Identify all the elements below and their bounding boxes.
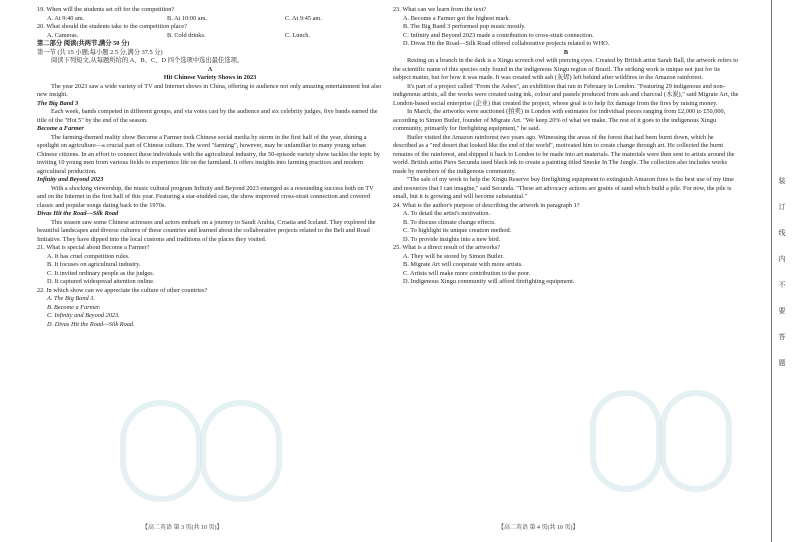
part-two-heading: 第二部分 阅读(共两节,满分 50 分)	[37, 40, 130, 47]
section-one-heading: 第一节 (共 15 小题;每小题 2.5 分,满分 37.5 分)	[37, 48, 163, 56]
section-divas-title: Divas Hit the Road—Silk Road	[37, 210, 119, 217]
passage-b-letter: B	[563, 48, 569, 56]
section-farmer-title: Become a Farmer	[37, 125, 84, 132]
q21-option-c: C. It invited ordinary people as the judges.	[47, 269, 155, 277]
watermark-right-2	[660, 390, 732, 492]
q24-option-d: D. To provide insights into a new bird.	[403, 235, 501, 243]
q22-option-b: B. Become a Farmer.	[47, 303, 101, 311]
q19-option-c: C. At 9:45 am.	[285, 14, 322, 22]
q23-option-b: B. The Big Band 3 performed pop music mostly.	[403, 23, 526, 30]
q21-option-a: A. It has cruel competition rules.	[47, 252, 130, 260]
q25-option-d: D. Indigenous Xingu community will afford firefighting equipment.	[403, 278, 575, 285]
section-divas-body: This season saw some Chinese actresses and actors embark on a journey to Saudi Arabia, Croatia and Iceland. They explored the beautiful landscapes and diverse cultures of these countries and learned about the collaborative projects related to the Belt and Road Initiative. They have dipped into the local customs and traditions of the places they visited.	[37, 218, 376, 243]
q24-stem: 24. What is the author's purpose of describing the artwork in paragraph 1?	[393, 201, 580, 209]
q21-option-d: D. It captured widespread attention online.	[47, 278, 155, 285]
binding-char: 线	[778, 229, 786, 237]
passage-b-para-1: Resting on a branch in the dark is a Xingu screech owl with piercing eyes. Created by British artist Sarah Ball, the artwork refers to the scientific name of this species only found in the indigenous Xingu region of Brazil. The striking work is unique not just for its subject matter, but for how it was made. It was created with ash (灰烬) left behind after wildfires in the Amazon rainforest.	[393, 57, 739, 81]
passage-a-title: Hit Chinese Variety Shows in 2023	[163, 74, 257, 81]
section-big-band-body: Each week, bands competed in different groups, and via votes cast by the audience and six celebrity judges, five bands earned the title of the "Hot 5" by the end of the season.	[37, 108, 378, 124]
passage-a-intro: The year 2023 saw a wide variety of TV and Internet shows in China, offering to audience not only amazing entertainment but also new insight.	[37, 82, 382, 98]
binding-char: 内	[778, 255, 786, 263]
passage-b-para-2: It's part of a project called "From the Ashes", an exhibition that ran in February in London. "Featuring 29 indigenous and non-indigenous artists, all the works were created using ink, colour and pastels produced from ash and charcoal (木炭)," said Migrate Art, the London-based social enterprise (企业) that created the project, whose goal is to help fix damage from the fires by raising money.	[393, 82, 739, 107]
right-page-footer: 【高二英语 第 4 页(共 10 页)】	[498, 525, 579, 531]
q22-option-d: D. Divas Hit the Road—Silk Road.	[47, 320, 135, 328]
binding-line	[771, 0, 772, 542]
section-infinity-title: Infinity and Beyond 2023	[37, 176, 104, 183]
left-page-footer: 【高二英语 第 3 页(共 10 页)】	[142, 525, 223, 531]
binding-char: 不	[778, 281, 786, 289]
reading-instruction: 阅读下列短文,从每题所给的 A、B、C、D 四个选项中选出最佳选项。	[51, 57, 244, 64]
binding-char: 题	[778, 359, 786, 367]
q20-option-b: B. Cold drinks.	[167, 31, 206, 39]
section-infinity-body: With a shocking viewership, the music cultural program Infinity and Beyond 2023 emerged as a resounding success both on TV and on the Internet in the first half of this year. Featuring a star-studded cast, the show improved cross-strait connection and covered classic and popular songs dating back to the 1970s.	[37, 184, 374, 209]
q21-option-b: B. It focuses on agricultural industry.	[47, 261, 141, 268]
watermark-left	[120, 400, 202, 502]
q25-option-a: A. They will be stored by Simon Butler.	[403, 252, 504, 260]
q25-option-b: B. Migrate Art will cooperate with more artists.	[403, 261, 523, 268]
q24-option-a: A. To detail the artist's motivation.	[403, 210, 491, 217]
passage-b-para-3: In March, the artworks were auctioned (拍卖) in London with estimates for individual pieces ranging from £2,000 to £50,000, according to Simon Butler, founder of Migrate Art. "We keep 20% of what we make. The rest of it goes to the indigenous Xingu community, primarily for firefighting equipment," he said.	[393, 108, 726, 132]
q25-stem: 25. What is a direct result of the artworks?	[393, 244, 501, 251]
passage-a-letter: A	[207, 65, 213, 73]
binding-char: 要	[778, 307, 786, 315]
right-page	[393, 6, 739, 287]
q20-option-a: A. Cameras.	[47, 31, 79, 39]
q20-stem: 20. What should the students take to the competition place?	[37, 23, 187, 30]
q23-option-d: D. Divas Hit the Road—Silk Road offered collaborative projects related to WHO.	[403, 40, 610, 47]
q23-stem: 23. What can we learn from the text?	[393, 6, 487, 13]
binding-char: 订	[778, 203, 786, 211]
watermark-right	[590, 390, 662, 492]
q19-option-b: B. At 10:00 am.	[167, 14, 208, 22]
q23-option-c: C. Infinity and Beyond 2023 made a contribution to cross-strait connection.	[403, 31, 594, 39]
q20-option-c: C. Lunch.	[285, 31, 311, 39]
passage-b-para-4: Butler visited the Amazon rainforest two years ago. Witnessing the areas of the forest that had been burnt down, which he described as a "red desert that looked like the end of the world", motivated him to create change through art. He collected the burnt remains of the rainforest, and shipped it back to London to be made into art materials. The materials were then sent to artists around the world. British artist Piers Secunda used black ink to create a painting titled Smoke In The Jungle. The collection also includes works made by members of the indigenous community.	[393, 133, 735, 175]
binding-char: 答	[778, 333, 786, 341]
q21-stem: 21. What is special about Become a Farmer?	[37, 244, 150, 251]
q19-option-a: A. At 9:40 am.	[47, 14, 85, 22]
watermark-left-2	[200, 400, 282, 502]
q22-option-a: A. The Big Band 3.	[47, 295, 95, 302]
q23-option-a: A. Become a Farmer got the highest mark.	[403, 14, 511, 22]
binding-char: 装	[778, 177, 786, 185]
q24-option-b: B. To discuss climate change effects.	[403, 218, 496, 226]
q20-options	[37, 32, 383, 41]
left-page	[37, 6, 383, 329]
section-big-band-title: The Big Band 3	[37, 99, 79, 107]
binding-margin-text	[776, 168, 788, 376]
q24-option-c: C. To highlight its unique creation method.	[403, 227, 512, 234]
q25-option-c: C. Artists will make more contribution to the poor.	[403, 269, 531, 277]
q22-stem: 22. In which show can we appreciate the culture of other countries?	[37, 286, 208, 294]
q19-stem: 19. When will the students set off for the competition?	[37, 6, 175, 13]
section-farmer-body: The farming-themed reality show Become a Farmer took Chinese social media by storm in the first half of the year, shining a spotlight on agriculture—a crucial part of Chinese culture. The word "farming", however, may be unfamiliar to many young urban Chinese citizens. In an effort to connect these individuals with the agricultural industry, the 50-episode variety show tackles the topic by inviting 10 young men from various fields to experience life on the farmland. It offers insights into farming practices and modern agricultural production.	[37, 133, 380, 175]
passage-b-para-5: "The sale of my work to help the Xingu Reserve buy firefighting equipment to extinguish Amazon fires is the best use of my time and resources that I can imagine," said Secunda. "These art advocacy actions are grains of sand which build a pile. For now, the pile is small, but it is growing and will become substantial."	[393, 176, 734, 200]
q19-options	[37, 15, 383, 24]
q22-option-c: C. Infinity and Beyond 2023.	[47, 312, 120, 319]
